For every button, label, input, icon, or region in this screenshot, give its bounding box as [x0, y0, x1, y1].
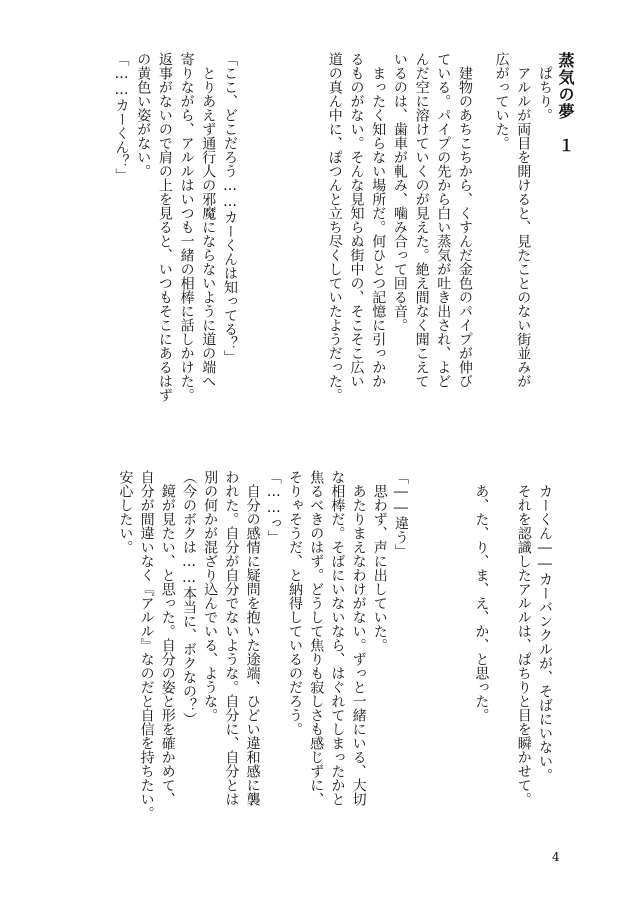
- text-line: な相棒だ。そばにいないなら、はぐれてしまったかと: [329, 470, 346, 806]
- text-line: 「……っ」: [265, 470, 282, 544]
- text-line: 返事がないので肩の上を見ると、いつもそこにあるはず: [156, 52, 173, 402]
- paragraph-opening: [490, 52, 555, 412]
- text-line: 自分の感情に疑問を抱いた途端、ひどい違和感に襲: [244, 470, 261, 806]
- text-line: まったく知らない場所だ。何ひとつ記憶に引っかか: [370, 52, 387, 388]
- text-line: 寄りながら、アルルはいつも一緒の相棒に話しかけた。: [178, 52, 195, 402]
- text-line: 鏡が見たい、と思った。自分の姿と形を確かめて、: [159, 470, 176, 806]
- text-line: そりゃそうだ、と納得しているのだろう。: [286, 470, 303, 736]
- text-line: アルルが両目を開けると、見たことのない街並みが: [515, 52, 532, 388]
- text-line: 「――違う」: [393, 470, 409, 558]
- text-line: 自分が間違いなく『アルル』なのだと自信を持ちたい。: [138, 470, 155, 820]
- text-line: [491, 470, 512, 835]
- paragraph-inner-doubt: [114, 470, 411, 835]
- text-line: それを認識したアルルは、ぱちりと目を瞬かせて。: [515, 470, 532, 806]
- chapter-title: 蒸気の夢 １: [556, 52, 575, 154]
- text-line: んだ空に溶けていくのが見えた。絶え間なく聞こえて: [413, 52, 430, 388]
- text-line: いるのは、歯車が軋み、噛み合って回る音。: [391, 52, 408, 332]
- text-line: るものがない。そんな見知らぬ街中の、そこそこ広い: [348, 52, 365, 388]
- text-line: （今のボクは……本当に、ボクなの？）: [180, 470, 197, 726]
- paragraph-realization: [470, 470, 555, 835]
- text-line: われた。自分が自分でないような。自分に、自分とは: [223, 470, 240, 806]
- text-line: ぱちり。: [537, 52, 553, 122]
- page-number: 4: [552, 850, 560, 864]
- text-line: あたりまえなわけがない。ずっと一緒にいる、大切: [350, 470, 367, 806]
- text-line: ている。パイプの先から白い蒸気が吐き出され、よど: [435, 52, 452, 388]
- text-line: の黄色い姿がない。: [135, 52, 152, 178]
- text-line: 「……カーくん？」: [113, 52, 130, 182]
- text-line: 道の真ん中に、ぽつんと立ち尽くしていたようだった。: [326, 52, 343, 402]
- paragraph-searching-carbuncle: [110, 52, 240, 412]
- text-line: 安心したい。: [117, 470, 134, 554]
- text-line: 焦るべきのはず。どうして焦りも寂しさも感じずに、: [308, 470, 325, 806]
- text-line: 別の何かが混ざり込んでいる、ような。: [202, 470, 219, 722]
- text-line: カーくん――カーバンクルが、そばにいない。: [537, 470, 553, 782]
- paragraph-city-description: [323, 52, 475, 412]
- text-line: 思わず、声に出していた。: [371, 470, 388, 652]
- text-line: 「ここ、どこだろう……カーくんは知ってる？」: [222, 52, 238, 364]
- text-line: 広がっていた。: [493, 52, 510, 150]
- text-line: あ、た、り、ま、え、か、と思った。: [473, 470, 490, 722]
- text-line: 建物のあちこちから、くすんだ金色のパイプが伸び: [457, 52, 473, 388]
- text-line: とりあえず通行人の邪魔にならないように道の端へ: [200, 52, 217, 388]
